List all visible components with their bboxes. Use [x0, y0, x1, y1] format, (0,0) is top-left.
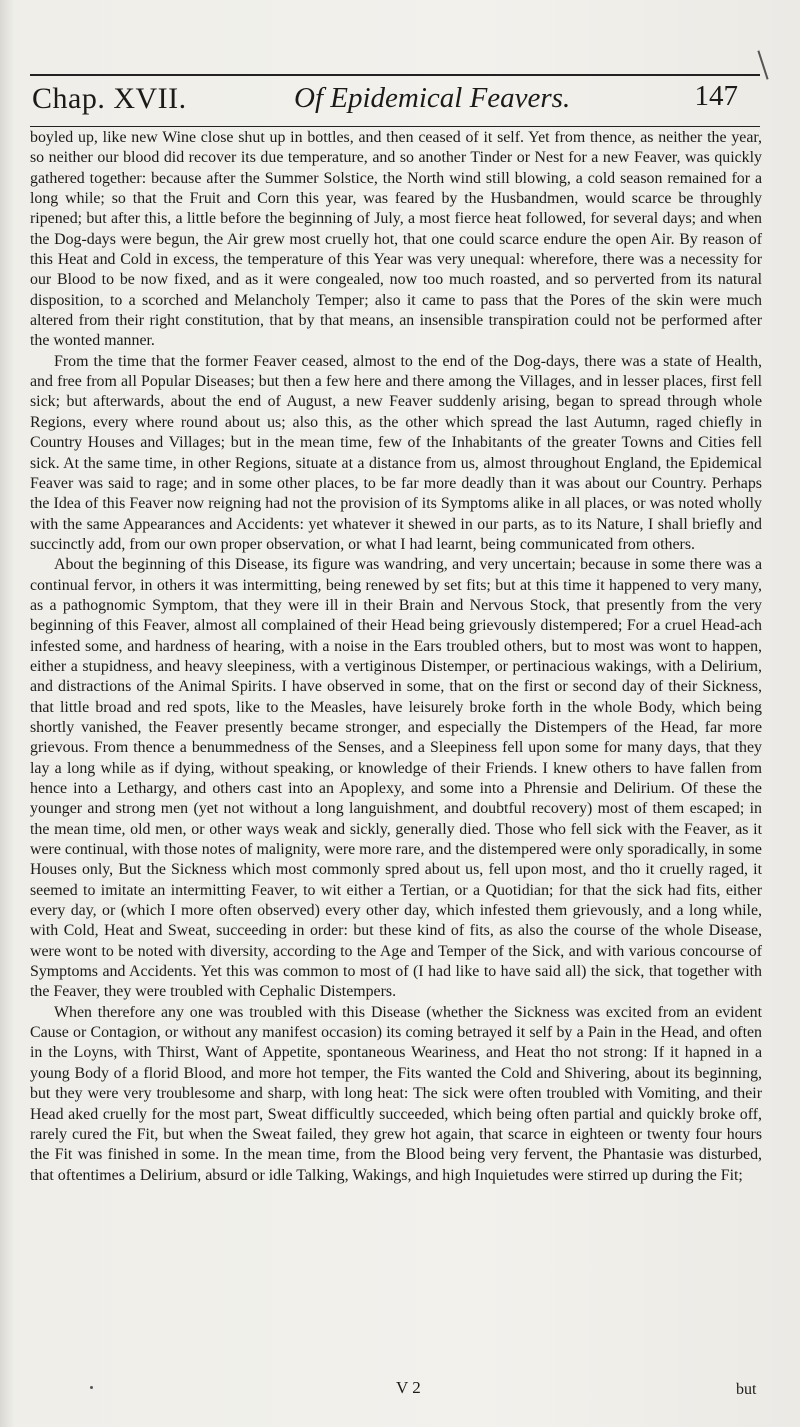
paragraph-4: When therefore any one was troubled with this Disease (whether the Sickness was excited from an evident Cause or Contagion, or without any manifest occasion) its coming betrayed it self by a Pain in the Head, and often in the Loyns, with Thirst, Want of Appetite, spontaneous Weariness, and Heat tho not strong: If it hapned in a young Body of a florid Blood, and more hot temper, the Fits wanted the Cold and Shivering, about its beginning, but they were very troublesome and sharp, with long heat: The sick were often troubled with Vomiting, and their Head aked cruelly for the most part, Sweat difficultly succeeded, which being often partial and quickly broke off, rarely cured the Fit, but when the Sweat failed, they grew hot again, that scarce in eighteen or twenty four hours the Fit was finished in some. In the mean time, from the Blood being very fervent, the Phantasie was disturbed, that oftentimes a Delirium, absurd or idle Talking, Wakings, and high Inquietudes were stirred up during the Fit; [30, 1003, 762, 1184]
body-text [30, 128, 762, 1186]
paragraph-1: boyled up, like new Wine close shut up in bottles, and then ceased of it self. Yet from thence, as neither the year, so neither our blood did recover its due temperature, and so another Tinder or Nest for a new Feaver, was quickly gathered together: because after the Summer Solstice, the North wind still blowing, a cold season remained for a long while; so that the Fruit and Corn this year, was feared by the Husbandmen, would scarce be throughly ripened; but after this, a little before the beginning of July, a most fierce heat followed, for several days; and when the Dog-days were begun, the Air grew most cruelly hot, that one could scarce endure the open Air. By reason of this Heat and Cold in excess, the temperature of this Year was very unequal: wherefore, there was a necessity for our Blood to be now fixed, and as it were congealed, now too much roasted, and so perverted from its natural disposition, to a scorched and Melancholy Temper; also it came to pass that the Pores of the skin were much altered from their right constitution, that by that means, an insensible transpiration could not be performed after the wonted manner. [30, 129, 762, 350]
running-header [30, 74, 760, 127]
margin-mark [757, 50, 768, 79]
running-title: Of Epidemical Feavers. [294, 82, 571, 114]
catchword: but [736, 1381, 757, 1398]
chapter-label: Chap. XVII. [32, 82, 187, 115]
signature-mark: V 2 [396, 1378, 421, 1397]
paragraph-3: About the beginning of this Disease, its figure was wandring, and very uncertain; because in some there was a continual fervor, in others it was intermitting, being renewed by set fits; but at this time it happened to very many, as a pathognomic Symptom, that they were ill in their Brain and Nervous Stock, that presently from the very beginning of this Feaver, almost all complained of their Head being grievously distempered; For a cruel Head-ach infested some, and hardness of hearing, with a noise in the Ears troubled others, but to most was wont to happen, either a stupidness, and heavy sleepiness, with a vertiginous Distemper, or pertinacious wakings, with a Delirium, and distractions of the Animal Spirits. I have observed in some, that on the first or second day of their Sickness, that little broad and red spots, like to the Measles, have leisurely broke forth in the whole Body, which being shortly vanished, the Feaver presently became stronger, and especially the Distempers of the Head, far more grievous. From thence a benummedness of the Senses, and a Sleepiness fell upon some for many days, that they lay a long while as if dying, without speaking, or knowledge of their Friends. I knew others to have fallen from hence into a Lethargy, and others cast into an Apoplexy, and some into a Phrensie and Delirium. Of these the younger and strong men (yet not without a long languishment, and doubtful recovery) most of them escaped; in the mean time, old men, or other ways weak and sickly, generally died. Those who fell sick with the Feaver, as it were continual, with those notes of malignity, were more rare, and the distempered were only sporadically, in some Houses only, But the Sickness which most commonly spred about us, fell upon most, and tho it cruelly raged, it seemed to imitate an intermitting Feaver, to wit either a Tertian, or a Quotidian; for that the sick had fits, either every day, or (which I more often observed) every other day, which infested them grievously, and a long while, with Cold, Heat and Sweat, succeeding in order: but these kind of fits, as also the course of the whole Disease, were wont to be noted with diversity, according to the Age and Temper of the Sick, and with various concourse of Symptoms and Accidents. Yet this was common to most of (I had like to have said all) the sick, that together with the Feaver, they were troubled with Cephalic Distempers. [30, 556, 762, 1001]
ink-speck [90, 1386, 93, 1389]
page-number: 147 [694, 80, 738, 112]
paragraph-2: From the time that the former Feaver ceased, almost to the end of the Dog-days, there was a state of Health, and free from all Popular Diseases; but then a few here and there among the Villages, and in lesser places, first fell sick; but afterwards, about the end of August, a new Feaver suddenly arising, began to spread through whole Regions, every where round about us; also this, as the other which spread the last Autumn, raged chiefly in Country Houses and Villages; but in the mean time, few of the Inhabitants of the greater Towns and Cities fell sick. At the same time, in other Regions, situate at a distance from us, almost throughout England, the Epidemical Feaver was said to rage; and in some other places, to be far more deadly than it was about our Country. Perhaps the Idea of this Feaver now reigning had not the provision of its Symptoms alike in all places, or was noted wholly with the same Appearances and Accidents: yet whatever it shewed in our parts, as to its Nature, I shall briefly and succinctly add, from our own proper observation, or what I had learnt, being communicated from others. [30, 352, 762, 553]
